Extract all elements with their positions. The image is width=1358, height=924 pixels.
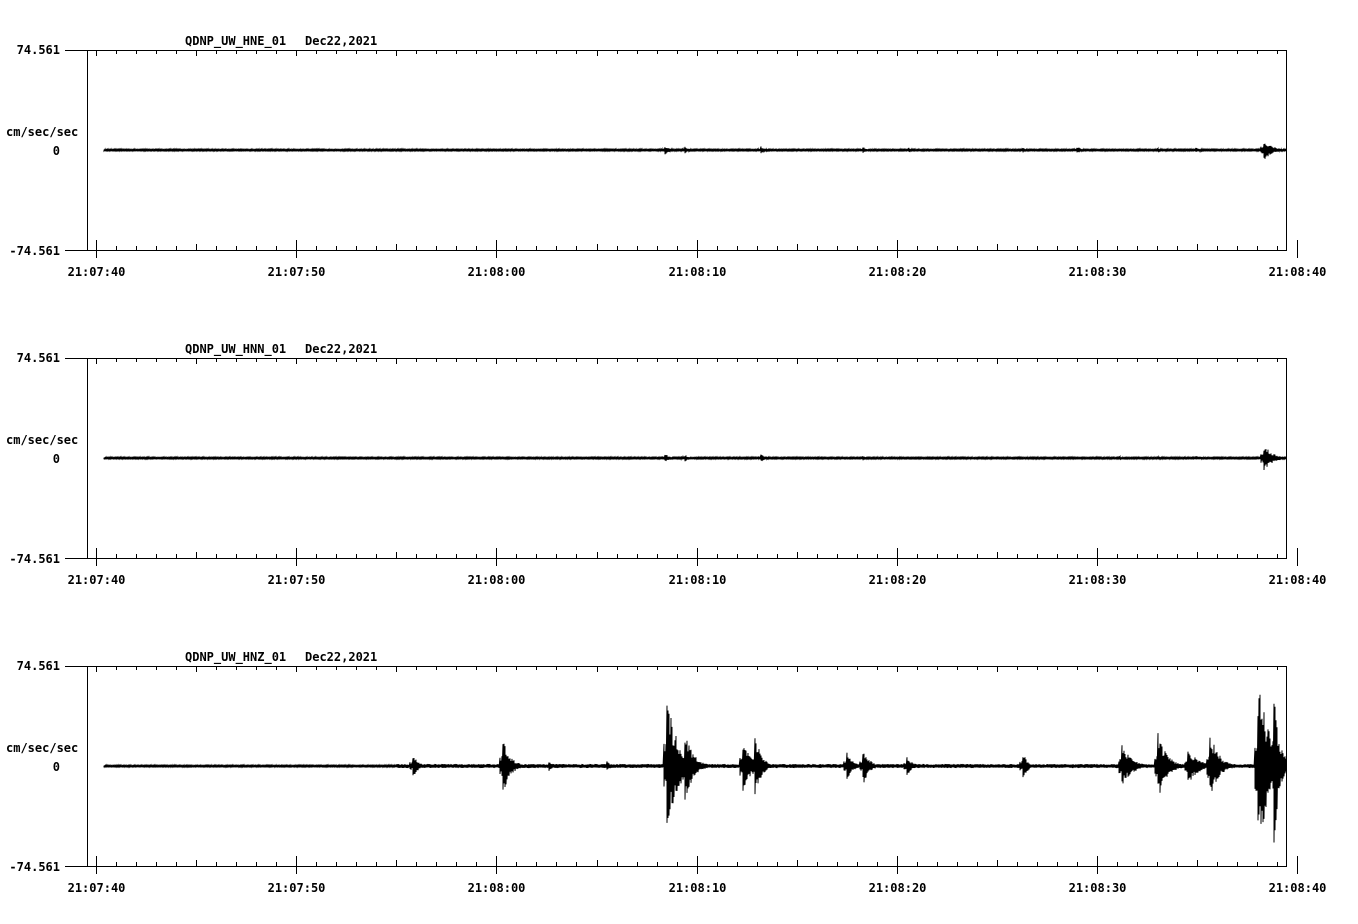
x-tick-label: 21:07:50	[267, 881, 326, 895]
x-tick-label: 21:08:10	[668, 265, 727, 279]
date-label: Dec22,2021	[305, 342, 378, 356]
y-axis-label: cm/sec/sec	[6, 125, 79, 139]
x-tick-label: 21:08:00	[467, 881, 526, 895]
x-tick-label: 21:08:00	[467, 265, 526, 279]
seismogram-panel-2	[6, 342, 1358, 587]
y-tick-label-bottom: -74.561	[9, 552, 60, 566]
x-tick-label: 21:08:00	[467, 573, 526, 587]
y-tick-label-zero: 0	[52, 144, 60, 158]
y-axis-label: cm/sec/sec	[6, 741, 79, 755]
waveform-trace	[104, 449, 1286, 470]
waveform-trace	[104, 144, 1286, 159]
y-axis-label: cm/sec/sec	[6, 433, 79, 447]
x-tick-label: 21:07:40	[67, 265, 126, 279]
x-tick-label: 21:08:10	[668, 573, 727, 587]
y-tick-label-zero: 0	[52, 760, 60, 774]
station-label: QDNP_UW_HNE_01	[185, 34, 287, 48]
x-tick-label: 21:07:50	[267, 573, 326, 587]
x-tick-label: 21:08:40	[1268, 881, 1327, 895]
x-tick-label: 21:08:30	[1068, 881, 1127, 895]
seismogram-panel-3	[6, 650, 1358, 895]
y-tick-label-top: 74.561	[16, 659, 60, 673]
y-tick-label-bottom: -74.561	[9, 860, 60, 874]
x-tick-label: 21:08:20	[868, 573, 927, 587]
date-label: Dec22,2021	[305, 650, 378, 664]
seismogram-panel-1	[6, 34, 1358, 279]
y-tick-label-top: 74.561	[16, 351, 60, 365]
y-tick-label-top: 74.561	[16, 43, 60, 57]
x-tick-label: 21:08:20	[868, 265, 927, 279]
x-tick-label: 21:08:10	[668, 881, 727, 895]
waveform-trace	[104, 695, 1286, 843]
date-label: Dec22,2021	[305, 34, 378, 48]
x-tick-label: 21:07:40	[67, 881, 126, 895]
y-tick-label-zero: 0	[52, 452, 60, 466]
x-tick-label: 21:08:40	[1268, 265, 1327, 279]
station-label: QDNP_UW_HNZ_01	[185, 650, 287, 664]
y-tick-label-bottom: -74.561	[9, 244, 60, 258]
x-tick-label: 21:07:40	[67, 573, 126, 587]
x-tick-label: 21:08:40	[1268, 573, 1327, 587]
x-tick-label: 21:08:30	[1068, 265, 1127, 279]
x-tick-label: 21:08:20	[868, 881, 927, 895]
station-label: QDNP_UW_HNN_01	[185, 342, 287, 356]
x-tick-label: 21:08:30	[1068, 573, 1127, 587]
x-tick-label: 21:07:50	[267, 265, 326, 279]
